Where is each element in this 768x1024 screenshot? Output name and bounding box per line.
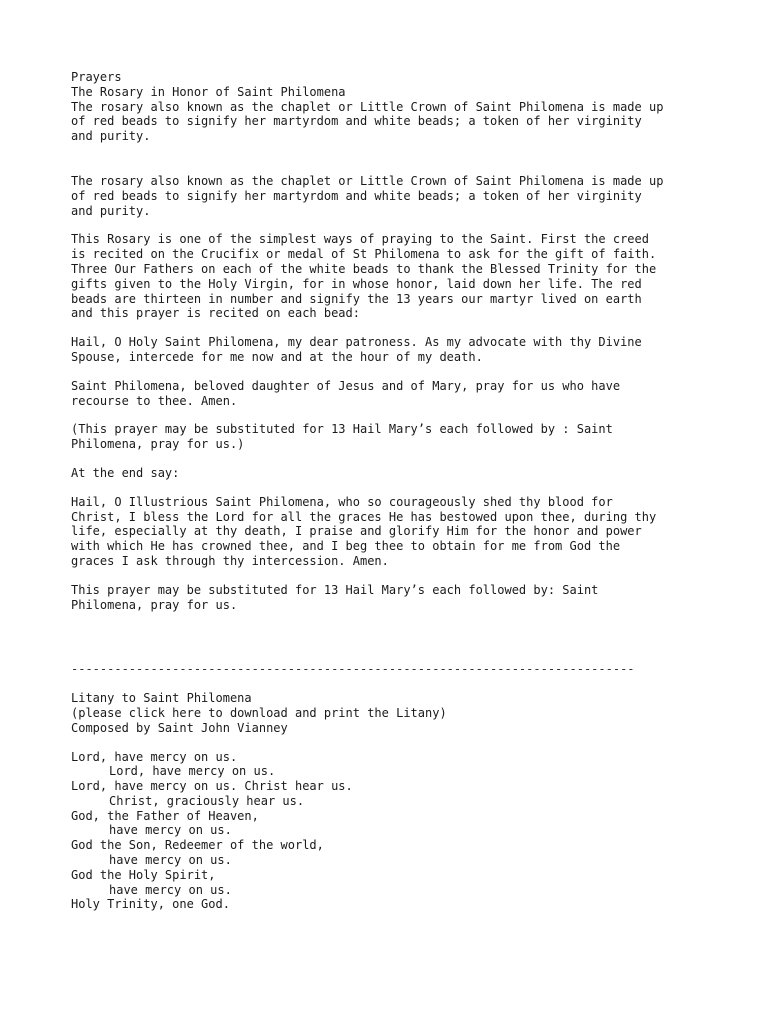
section-label: Prayers [71, 70, 122, 84]
hail-prayer [71, 335, 711, 365]
text-line: gifts given to the Holy Virgin, for in whose honor, laid down her life. The red [71, 276, 642, 291]
text-line: Spouse, intercede for me now and at the hour of my death. [71, 349, 483, 364]
rosary-title: The Rosary in Honor of Saint Philomena [71, 84, 346, 99]
litany-line: Lord, have mercy on us. Christ hear us. [71, 779, 353, 794]
text-line: Philomena, pray for us.) [71, 437, 245, 452]
text-line: and purity. [71, 129, 151, 144]
litany-line: God the Son, Redeemer of the world, [71, 838, 324, 853]
litany-response: have mercy on us. [109, 823, 232, 838]
text-line: beads are thirteen in number and signify the 13 years our martyr lived on earth [71, 291, 642, 306]
litany-title: Litany to Saint Philomena [71, 691, 252, 706]
text-line: life, especially at thy death, I praise and glorify Him for the honor and power [71, 524, 642, 539]
text-line: Hail, O Holy Saint Philomena, my dear patroness. As my advocate with thy Divine [71, 335, 642, 350]
litany-line: Lord, have mercy on us. [71, 749, 238, 764]
litany-line: God the Holy Spirit, [71, 867, 216, 882]
document-page [71, 70, 711, 912]
litany-response: Lord, have mercy on us. [109, 764, 276, 779]
substitute-note [71, 422, 711, 452]
text-line: and this prayer is recited on each bead: [71, 306, 360, 321]
text-line: The rosary also known as the chaplet or Little Crown of Saint Philomena is made up [71, 173, 664, 188]
text-line: Saint Philomena, beloved daughter of Jesus and of Mary, pray for us who have [71, 378, 621, 393]
intro-repeat-paragraph [71, 174, 711, 218]
text-line: This prayer may be substituted for 13 Hail Mary’s each followed by: Saint [71, 582, 599, 597]
litany-response: have mercy on us. [109, 853, 232, 868]
rosary-description [71, 232, 711, 321]
illustrious-prayer [71, 495, 711, 569]
substitute-note-2 [71, 583, 711, 613]
section-separator: ------------------------------------------------------------------------------ [71, 662, 635, 677]
litany-composer: Composed by Saint John Vianney [71, 720, 288, 735]
text-line: graces I ask through thy intercession. Amen. [71, 553, 389, 568]
text-line: The rosary also known as the chaplet or Little Crown of Saint Philomena is made up [71, 99, 664, 114]
intro-paragraph [71, 100, 711, 144]
download-litany-link[interactable]: (please click here to download and print the Litany) [71, 705, 447, 720]
text-line: Hail, O Illustrious Saint Philomena, who so courageously shed thy blood for [71, 494, 613, 509]
text-line: This Rosary is one of the simplest ways of praying to the Saint. First the creed [71, 232, 649, 247]
text-line: (This prayer may be substituted for 13 Hail Mary’s each followed by : Saint [71, 422, 613, 437]
text-line: Three Our Fathers on each of the white beads to thank the Blessed Trinity for the [71, 261, 657, 276]
litany-line: Holy Trinity, one God. [71, 897, 230, 912]
beloved-prayer [71, 379, 711, 409]
text-line: with which He has crowned thee, and I beg thee to obtain for me from God the [71, 539, 621, 554]
text-line: recourse to thee. Amen. [71, 393, 238, 408]
end-say-label: At the end say: [71, 465, 180, 480]
text-line: of red beads to signify her martyrdom and white beads; a token of her virginity [71, 188, 642, 203]
litany-lines [71, 750, 711, 913]
text-line: Christ, I bless the Lord for all the graces He has bestowed upon thee, during thy [71, 509, 657, 524]
text-line: of red beads to signify her martyrdom and white beads; a token of her virginity [71, 114, 642, 129]
text-line: and purity. [71, 203, 151, 218]
text-line: Philomena, pray for us. [71, 597, 238, 612]
litany-response: have mercy on us. [109, 882, 232, 897]
litany-line: God, the Father of Heaven, [71, 808, 259, 823]
text-line: is recited on the Crucifix or medal of St Philomena to ask for the gift of faith. [71, 247, 657, 262]
litany-response: Christ, graciously hear us. [109, 793, 305, 808]
